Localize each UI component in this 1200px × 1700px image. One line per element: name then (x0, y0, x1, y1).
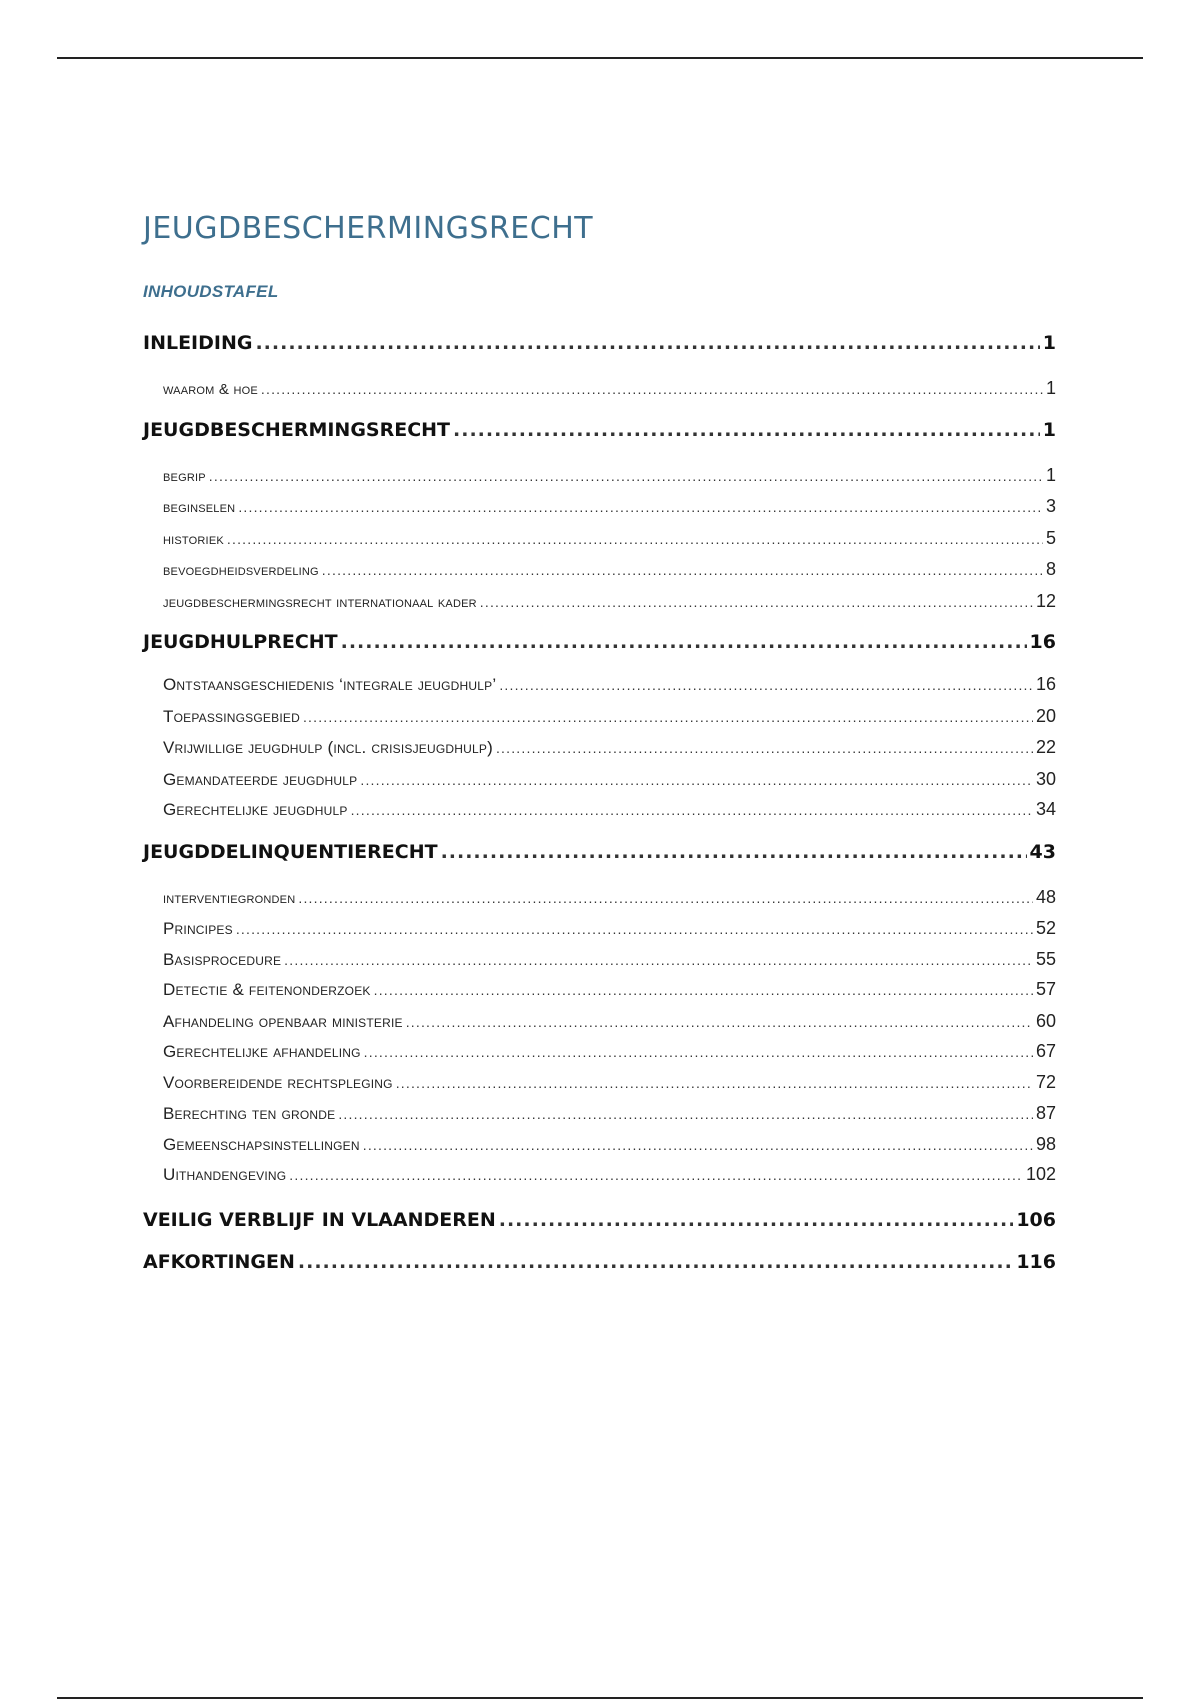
toc-entry-label: beginselen (163, 499, 236, 516)
dot-leader (322, 563, 1043, 577)
toc-entry-gemeenschapsinstellingen[interactable] (143, 1135, 1056, 1153)
toc-entry-page: 1 (1042, 419, 1056, 441)
toc-entry-principes[interactable] (143, 919, 1056, 937)
toc-entry-afhandeling-openbaar-ministerie[interactable] (143, 1012, 1056, 1030)
toc-entry-page: 5 (1045, 528, 1056, 548)
dot-leader (499, 1211, 1014, 1230)
toc-entry-page: 57 (1035, 979, 1056, 999)
toc-entry-begrip[interactable] (143, 466, 1056, 484)
toc-entry-label: waarom & hoe (163, 381, 258, 398)
dot-leader (499, 678, 1033, 692)
toc-entry-label: interventiegronden (163, 890, 296, 907)
toc-entry-label: Gemeenschapsinstellingen (163, 1135, 360, 1154)
toc-entry-label: Basisprocedure (163, 950, 282, 969)
toc-entry-inleiding[interactable] (143, 334, 1056, 353)
toc-entry-label: Gemandateerde jeugdhulp (163, 770, 358, 789)
toc-entry-label: Detectie & feitenonderzoek (163, 980, 371, 999)
toc-entry-page: 116 (1016, 1251, 1056, 1273)
dot-leader (374, 983, 1033, 997)
toc-entry-page: 52 (1035, 918, 1056, 938)
toc-entry-jeugdbeschermingsrecht[interactable] (143, 421, 1056, 440)
toc-entry-page: 1 (1045, 378, 1056, 398)
header-rule (57, 57, 1143, 59)
dot-leader (338, 1107, 1033, 1121)
footer-rule (57, 1697, 1143, 1699)
document-title: JEUGDBESCHERMINGSRECHT (143, 211, 594, 246)
toc-entry-label: Uithandengeving (163, 1165, 287, 1184)
toc-entry-gerechtelijke-afhandeling[interactable] (143, 1042, 1056, 1060)
toc-entry-bevoegdheidsverdeling[interactable] (143, 560, 1056, 578)
toc-entry-voorbereidende-rechtspleging[interactable] (143, 1073, 1056, 1091)
toc-entry-label: JEUGDDELINQUENTIERECHT (143, 841, 438, 863)
toc-entry-page: 102 (1025, 1164, 1056, 1184)
toc-entry-label: JEUGDHULPRECHT (143, 631, 338, 653)
toc-entry-interventiegronden[interactable] (143, 888, 1056, 906)
toc-entry-ontstaansgeschiedenis[interactable] (143, 675, 1056, 693)
toc-entry-page: 87 (1035, 1103, 1056, 1123)
toc-entry-page: 106 (1016, 1209, 1056, 1231)
toc-entry-label: begrip (163, 468, 206, 485)
toc-entry-label: Vrijwillige jeugdhulp (incl. crisisjeugdhulp) (163, 738, 493, 757)
toc-entry-waarom-hoe[interactable] (143, 379, 1056, 397)
dot-leader (406, 1015, 1033, 1029)
toc-entry-page: 67 (1035, 1041, 1056, 1061)
dot-leader (303, 710, 1033, 724)
toc-entry-label: Berechting ten gronde (163, 1104, 336, 1123)
toc-entry-internationaal-kader[interactable] (143, 592, 1056, 610)
dot-leader (255, 334, 1039, 353)
toc-entry-label: Principes (163, 919, 233, 938)
toc-entry-label: Voorbereidende rechtspleging (163, 1073, 393, 1092)
toc-entry-page: 55 (1035, 949, 1056, 969)
toc-entry-page: 3 (1045, 496, 1056, 516)
toc-entry-label: JEUGDBESCHERMINGSRECHT (143, 419, 451, 441)
toc-entry-gemandateerde-jeugdhulp[interactable] (143, 770, 1056, 788)
toc-entry-page: 16 (1029, 631, 1056, 653)
dot-leader (284, 953, 1033, 967)
toc-entry-page: 1 (1045, 465, 1056, 485)
dot-leader (441, 843, 1027, 862)
dot-leader (364, 1045, 1033, 1059)
dot-leader (351, 803, 1033, 817)
toc-entry-label: VEILIG VERBLIJF IN VLAANDEREN (143, 1209, 496, 1231)
toc-entry-label: Gerechtelijke afhandeling (163, 1042, 361, 1061)
toc-entry-page: 34 (1035, 799, 1056, 819)
toc-entry-beginselen[interactable] (143, 497, 1056, 515)
dot-leader (363, 1138, 1033, 1152)
toc-entry-label: Toepassingsgebied (163, 707, 300, 726)
toc-entry-page: 22 (1035, 737, 1056, 757)
dot-leader (209, 469, 1043, 483)
toc-entry-label: INLEIDING (143, 332, 253, 354)
dot-leader (298, 891, 1033, 905)
toc-entry-page: 1 (1042, 332, 1056, 354)
toc-entry-label: Gerechtelijke jeugdhulp (163, 800, 348, 819)
toc-entry-detectie-feitenonderzoek[interactable] (143, 980, 1056, 998)
toc-entry-veilig-verblijf[interactable] (143, 1211, 1056, 1230)
dot-leader (289, 1168, 1023, 1182)
toc-entry-historiek[interactable] (143, 529, 1056, 547)
toc-heading: INHOUDSTAFEL (143, 282, 279, 301)
toc-entry-page: 48 (1035, 887, 1056, 907)
toc-entry-label: jeugdbeschermingsrecht internationaal kader (163, 594, 477, 611)
dot-leader (453, 421, 1040, 440)
toc-entry-page: 8 (1045, 559, 1056, 579)
dot-leader (360, 773, 1033, 787)
toc-entry-page: 60 (1035, 1011, 1056, 1031)
toc-entry-label: bevoegdheidsverdeling (163, 562, 319, 579)
dot-leader (341, 633, 1027, 652)
toc-entry-afkortingen[interactable] (143, 1253, 1056, 1272)
toc-entry-berechting-ten-gronde[interactable] (143, 1104, 1056, 1122)
dot-leader (396, 1076, 1033, 1090)
toc-entry-page: 43 (1029, 841, 1056, 863)
toc-entry-basisprocedure[interactable] (143, 950, 1056, 968)
toc-entry-label: historiek (163, 531, 224, 548)
dot-leader (261, 382, 1043, 396)
dot-leader (236, 922, 1033, 936)
toc-entry-toepassingsgebied[interactable] (143, 707, 1056, 725)
dot-leader (480, 595, 1033, 609)
dot-leader (496, 741, 1033, 755)
dot-leader (298, 1253, 1013, 1272)
toc-entry-uithandengeving[interactable] (143, 1165, 1056, 1183)
toc-entry-label: AFKORTINGEN (143, 1251, 295, 1273)
toc-entry-vrijwillige-jeugdhulp[interactable] (143, 738, 1056, 756)
toc-entry-page: 72 (1035, 1072, 1056, 1092)
dot-leader (238, 500, 1043, 514)
toc-entry-page: 30 (1035, 769, 1056, 789)
toc-entry-label: Afhandeling openbaar ministerie (163, 1012, 403, 1031)
toc-entry-label: Ontstaansgeschiedenis ‘integrale jeugdhulp’ (163, 675, 497, 694)
toc-entry-gerechtelijke-jeugdhulp[interactable] (143, 800, 1056, 818)
toc-entry-page: 12 (1035, 591, 1056, 611)
dot-leader (227, 532, 1043, 546)
toc-entry-jeugdhulprecht[interactable] (143, 633, 1056, 652)
toc-entry-jeugddelinquentierecht[interactable] (143, 843, 1056, 862)
toc-entry-page: 98 (1035, 1134, 1056, 1154)
toc-entry-page: 16 (1035, 674, 1056, 694)
toc-entry-page: 20 (1035, 706, 1056, 726)
